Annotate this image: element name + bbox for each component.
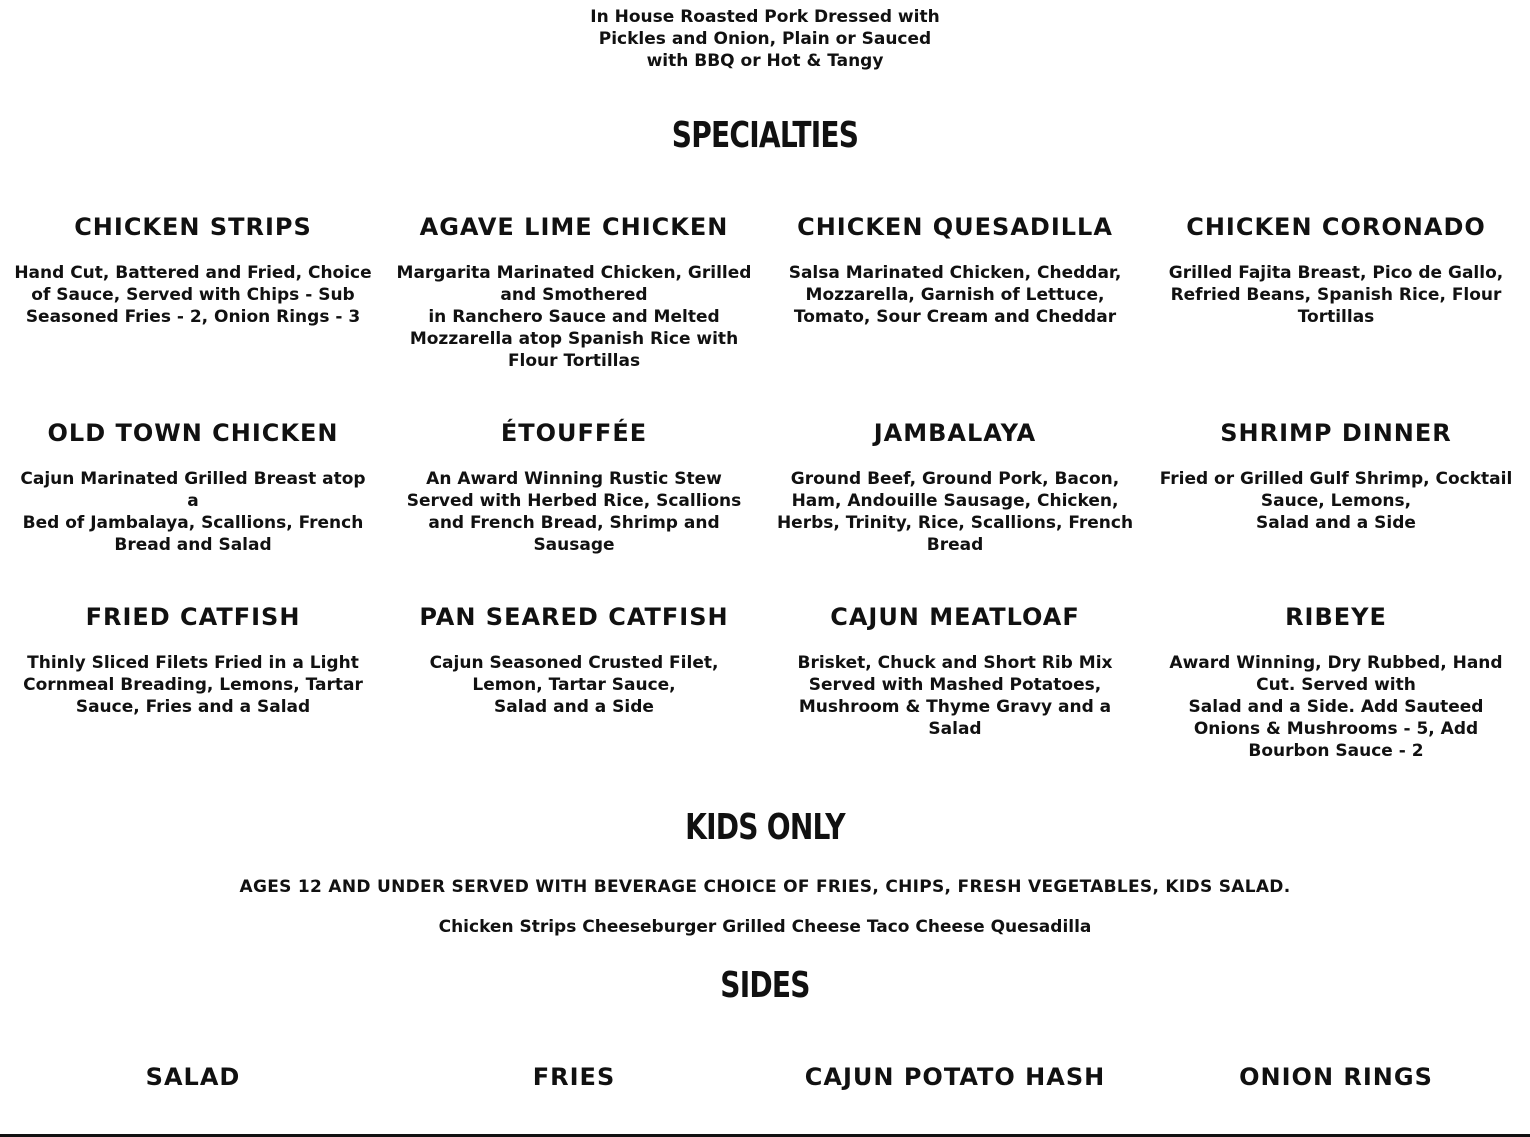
menu-item-name: AGAVE LIME CHICKEN [419, 213, 729, 241]
menu-item-description: Salsa Marinated Chicken, Cheddar, Mozzarella, Garnish of Lettuce, Tomato, Sour Cream and Cheddar [788, 263, 1122, 327]
menu-item-description: Fried or Grilled Gulf Shrimp, Cocktail Sauce, Lemons, Salad and a Side [1159, 469, 1513, 533]
side-item [13, 1062, 373, 1092]
menu-item-description: Award Winning, Dry Rubbed, Hand Cut. Served with Salad and a Side. Add Sauteed Onions & Mushrooms - 5, Add Bourbon Sauce - 2 [1169, 653, 1503, 761]
menu-item-name: ÉTOUFFÉE [500, 419, 648, 447]
intro-line: Pickles and Onion, Plain or Sauced [598, 29, 932, 49]
menu-item-name: CAJUN MEATLOAF [830, 603, 1080, 631]
menu-item-description: Thinly Sliced Filets Fried in a Light Cornmeal Breading, Lemons, Tartar Sauce, Fries and a Salad [23, 653, 363, 717]
menu-item-name: CHICKEN QUESADILLA [797, 213, 1113, 241]
sides-row [0, 1062, 1530, 1102]
side-item [775, 1062, 1135, 1092]
side-item-name: CAJUN POTATO HASH [804, 1063, 1106, 1091]
menu-item-description: Hand Cut, Battered and Fried, Choice of Sauce, Served with Chips - Sub Seasoned Fries - 2, Onion Rings - 3 [14, 263, 372, 327]
menu-item-name: JAMBALAYA [873, 419, 1037, 447]
menu-item [775, 602, 1135, 740]
side-item-name: ONION RINGS [1239, 1063, 1433, 1091]
menu-item-description: Brisket, Chuck and Short Rib Mix Served with Mashed Potatoes, Mushroom & Thyme Gravy and a Salad [797, 653, 1113, 739]
menu-item [394, 418, 754, 556]
menu-item-description: Cajun Marinated Grilled Breast atop a Bed of Jambalaya, Scallions, French Bread and Salad [20, 469, 366, 555]
specialties-row [0, 418, 1530, 598]
menu-item-name: CHICKEN STRIPS [74, 213, 312, 241]
sides-heading: SIDES [720, 965, 810, 1006]
menu-item-description: Margarita Marinated Chicken, Grilled and Smothered in Ranchero Sauce and Melted Mozzarella atop Spanish Rice with Flour Tortillas [396, 263, 752, 371]
kids-item-list: Chicken Strips Cheeseburger Grilled Cheese Taco Cheese Quesadilla [438, 917, 1092, 937]
menu-item [13, 602, 373, 718]
menu-item-description: An Award Winning Rustic Stew Served with Herbed Rice, Scallions and French Bread, Shrimp and Sausage [406, 469, 742, 555]
menu-item [394, 212, 754, 372]
menu-item [394, 602, 754, 718]
specialties-row [0, 602, 1530, 782]
menu-item-description: Ground Beef, Ground Pork, Bacon, Ham, Andouille Sausage, Chicken, Herbs, Trinity, Rice, Scallions, French Bread [776, 469, 1134, 555]
kids-heading: KIDS ONLY [685, 807, 845, 848]
kids-note: AGES 12 AND UNDER SERVED WITH BEVERAGE CHOICE OF FRIES, CHIPS, FRESH VEGETABLES, KIDS SALAD. [239, 877, 1291, 897]
specialties-row [0, 212, 1530, 392]
menu-item-name: FRIED CATFISH [85, 603, 301, 631]
menu-item [1156, 418, 1516, 534]
menu-item-name: RIBEYE [1285, 603, 1387, 631]
menu-item [13, 418, 373, 556]
menu-item [1156, 602, 1516, 762]
intro-line: In House Roasted Pork Dressed with [590, 7, 940, 27]
menu-item [1156, 212, 1516, 328]
side-item-name: FRIES [532, 1063, 616, 1091]
menu-item-name: OLD TOWN CHICKEN [47, 419, 339, 447]
menu-item-name: SHRIMP DINNER [1220, 419, 1452, 447]
side-item [1156, 1062, 1516, 1092]
intro-line: with BBQ or Hot & Tangy [646, 51, 884, 71]
side-item [394, 1062, 754, 1092]
menu-item-description: Grilled Fajita Breast, Pico de Gallo, Refried Beans, Spanish Rice, Flour Tortillas [1168, 263, 1504, 327]
intro-description [0, 6, 1530, 72]
specialties-heading: SPECIALTIES [671, 115, 859, 156]
menu-item-name: CHICKEN CORONADO [1186, 213, 1486, 241]
menu-item [775, 418, 1135, 556]
side-item-name: SALAD [145, 1063, 241, 1091]
menu-item-description: Cajun Seasoned Crusted Filet, Lemon, Tartar Sauce, Salad and a Side [429, 653, 719, 717]
menu-item [13, 212, 373, 328]
menu-item-name: PAN SEARED CATFISH [419, 603, 729, 631]
menu-item [775, 212, 1135, 328]
